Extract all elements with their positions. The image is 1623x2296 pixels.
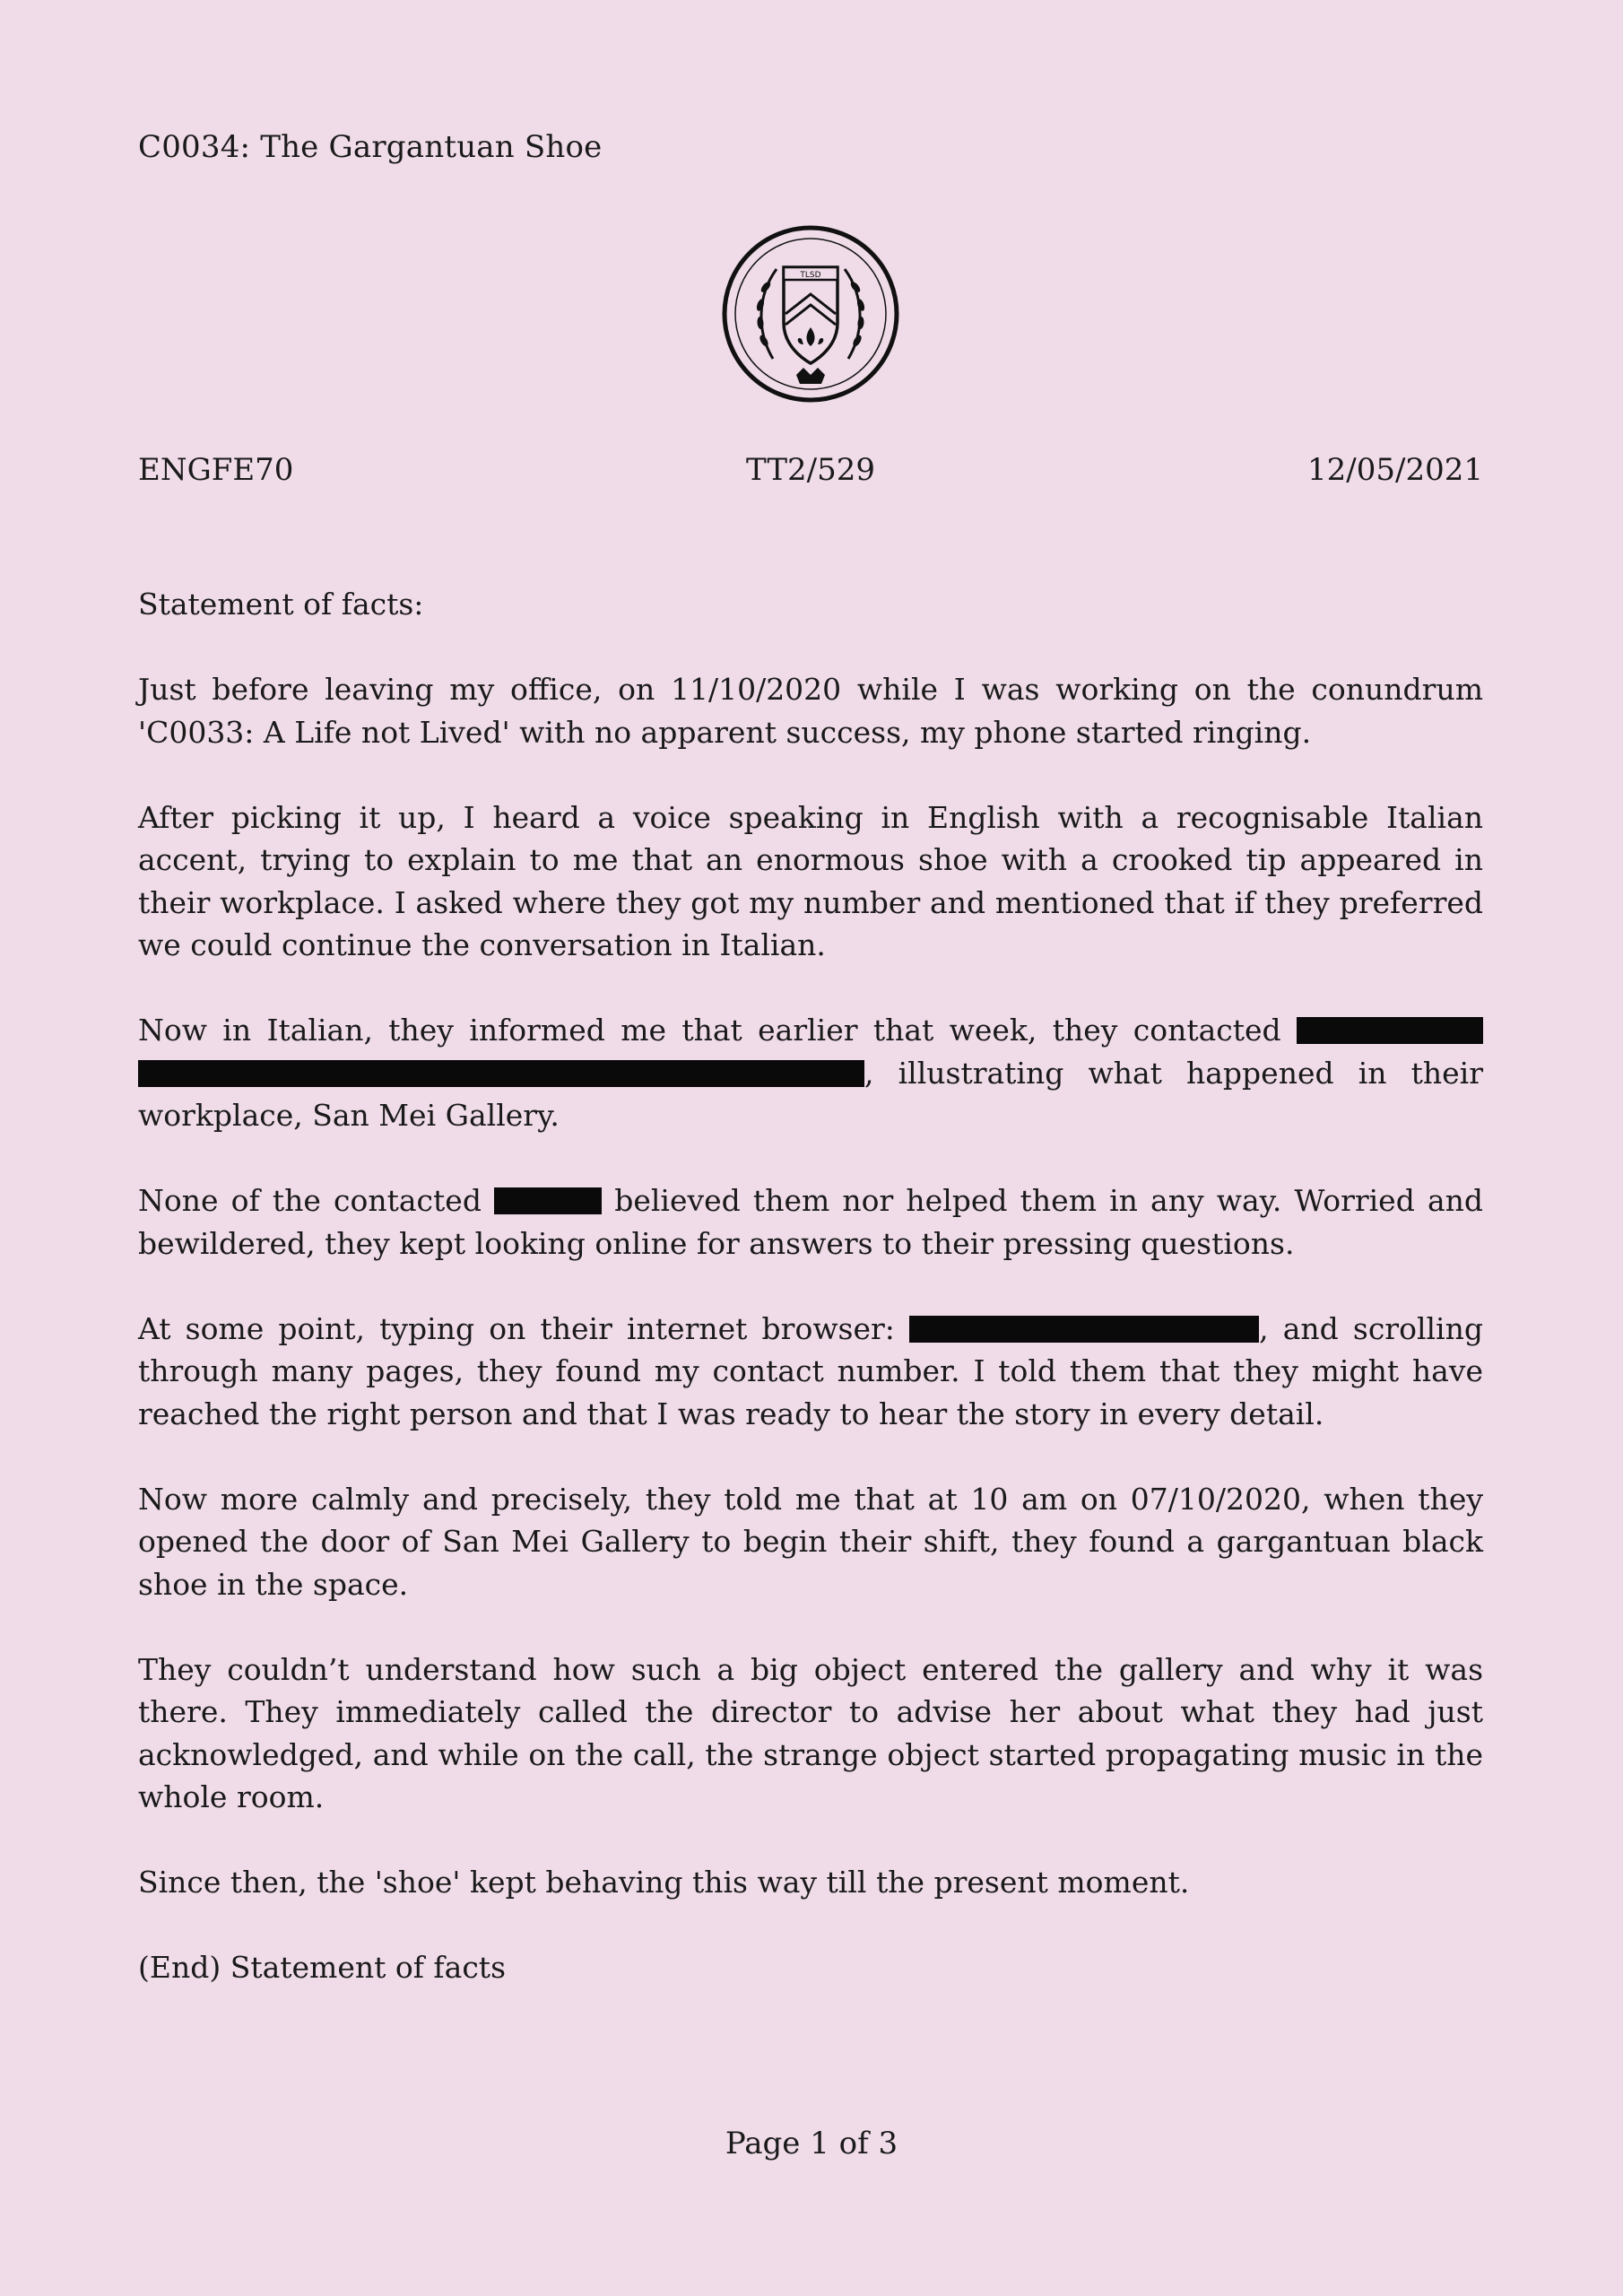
reference-code: ENGFE70 (138, 452, 294, 488)
paragraph-7: They couldn’t understand how such a big object entered the gallery and why it was there. They immediately called the director to advise her about what they had just acknowledged, and while on the call, the strange object started propagating music in the whole room. (138, 1651, 1483, 1814)
paragraph-5-end: , and scrolling through many pages, they found my contact number. I told them that they might have reached the right person and that I was ready to hear the story in every detail. (138, 1310, 1483, 1431)
document-date: 12/05/2021 (1307, 452, 1483, 488)
redaction-bar (138, 1060, 864, 1087)
paragraph-4-end: believed them nor helped them in any way. Worried and bewildered, they kept looking online for answers to their pressing questions. (138, 1183, 1484, 1261)
redaction-bar (494, 1187, 602, 1214)
file-reference: TT2/529 (746, 452, 875, 488)
statement-closing: (End) Statement of facts (138, 1950, 507, 1985)
paragraph-8: Since then, the 'shoe' kept behaving this way till the present moment. (138, 1865, 1190, 1900)
paragraph-3-start: Now in Italian, they informed me that earlier that week, they contacted (138, 1013, 1297, 1048)
paragraph-4-start: None of the contacted (138, 1183, 495, 1218)
document-title: C0034: The Gargantuan Shoe (138, 129, 603, 165)
paragraph-4 (138, 1179, 1483, 1265)
paragraph-2: After picking it up, I heard a voice speaking in English with a recognisable Italian accent, trying to explain to me that an enormous shoe with a crooked tip appeared in their workplace. I asked where they got my number and mentioned that if they preferred we could continue the conversation in Italian. (138, 799, 1483, 962)
statement-heading: Statement of facts: (138, 587, 424, 622)
redaction-bar (1297, 1017, 1483, 1044)
statement-body (138, 583, 1483, 2031)
reference-row (138, 452, 1483, 497)
page-number: Page 1 of 3 (725, 2126, 898, 2161)
paragraph-5-start: At some point, typing on their internet browser: (138, 1310, 910, 1346)
redaction-bar (909, 1316, 1259, 1343)
crest-seal-icon (721, 224, 900, 407)
paragraph-5 (138, 1308, 1483, 1436)
svg-text:TLSD: TLSD (800, 271, 821, 280)
paragraph-6: Now more calmly and precisely, they told me that at 10 am on 07/10/2020, when they opened the door of San Mei Gallery to begin their shift, they found a gargantuan black shoe in the space. (138, 1481, 1483, 1602)
paragraph-3-end: , illustrating what happened in their workplace, San Mei Gallery. (138, 1055, 1483, 1133)
paragraph-1: Just before leaving my office, on 11/10/2020 while I was working on the conundrum 'C0033: A Life not Lived' with no apparent success, my phone started ringing. (138, 672, 1483, 750)
paragraph-3 (138, 1009, 1483, 1137)
